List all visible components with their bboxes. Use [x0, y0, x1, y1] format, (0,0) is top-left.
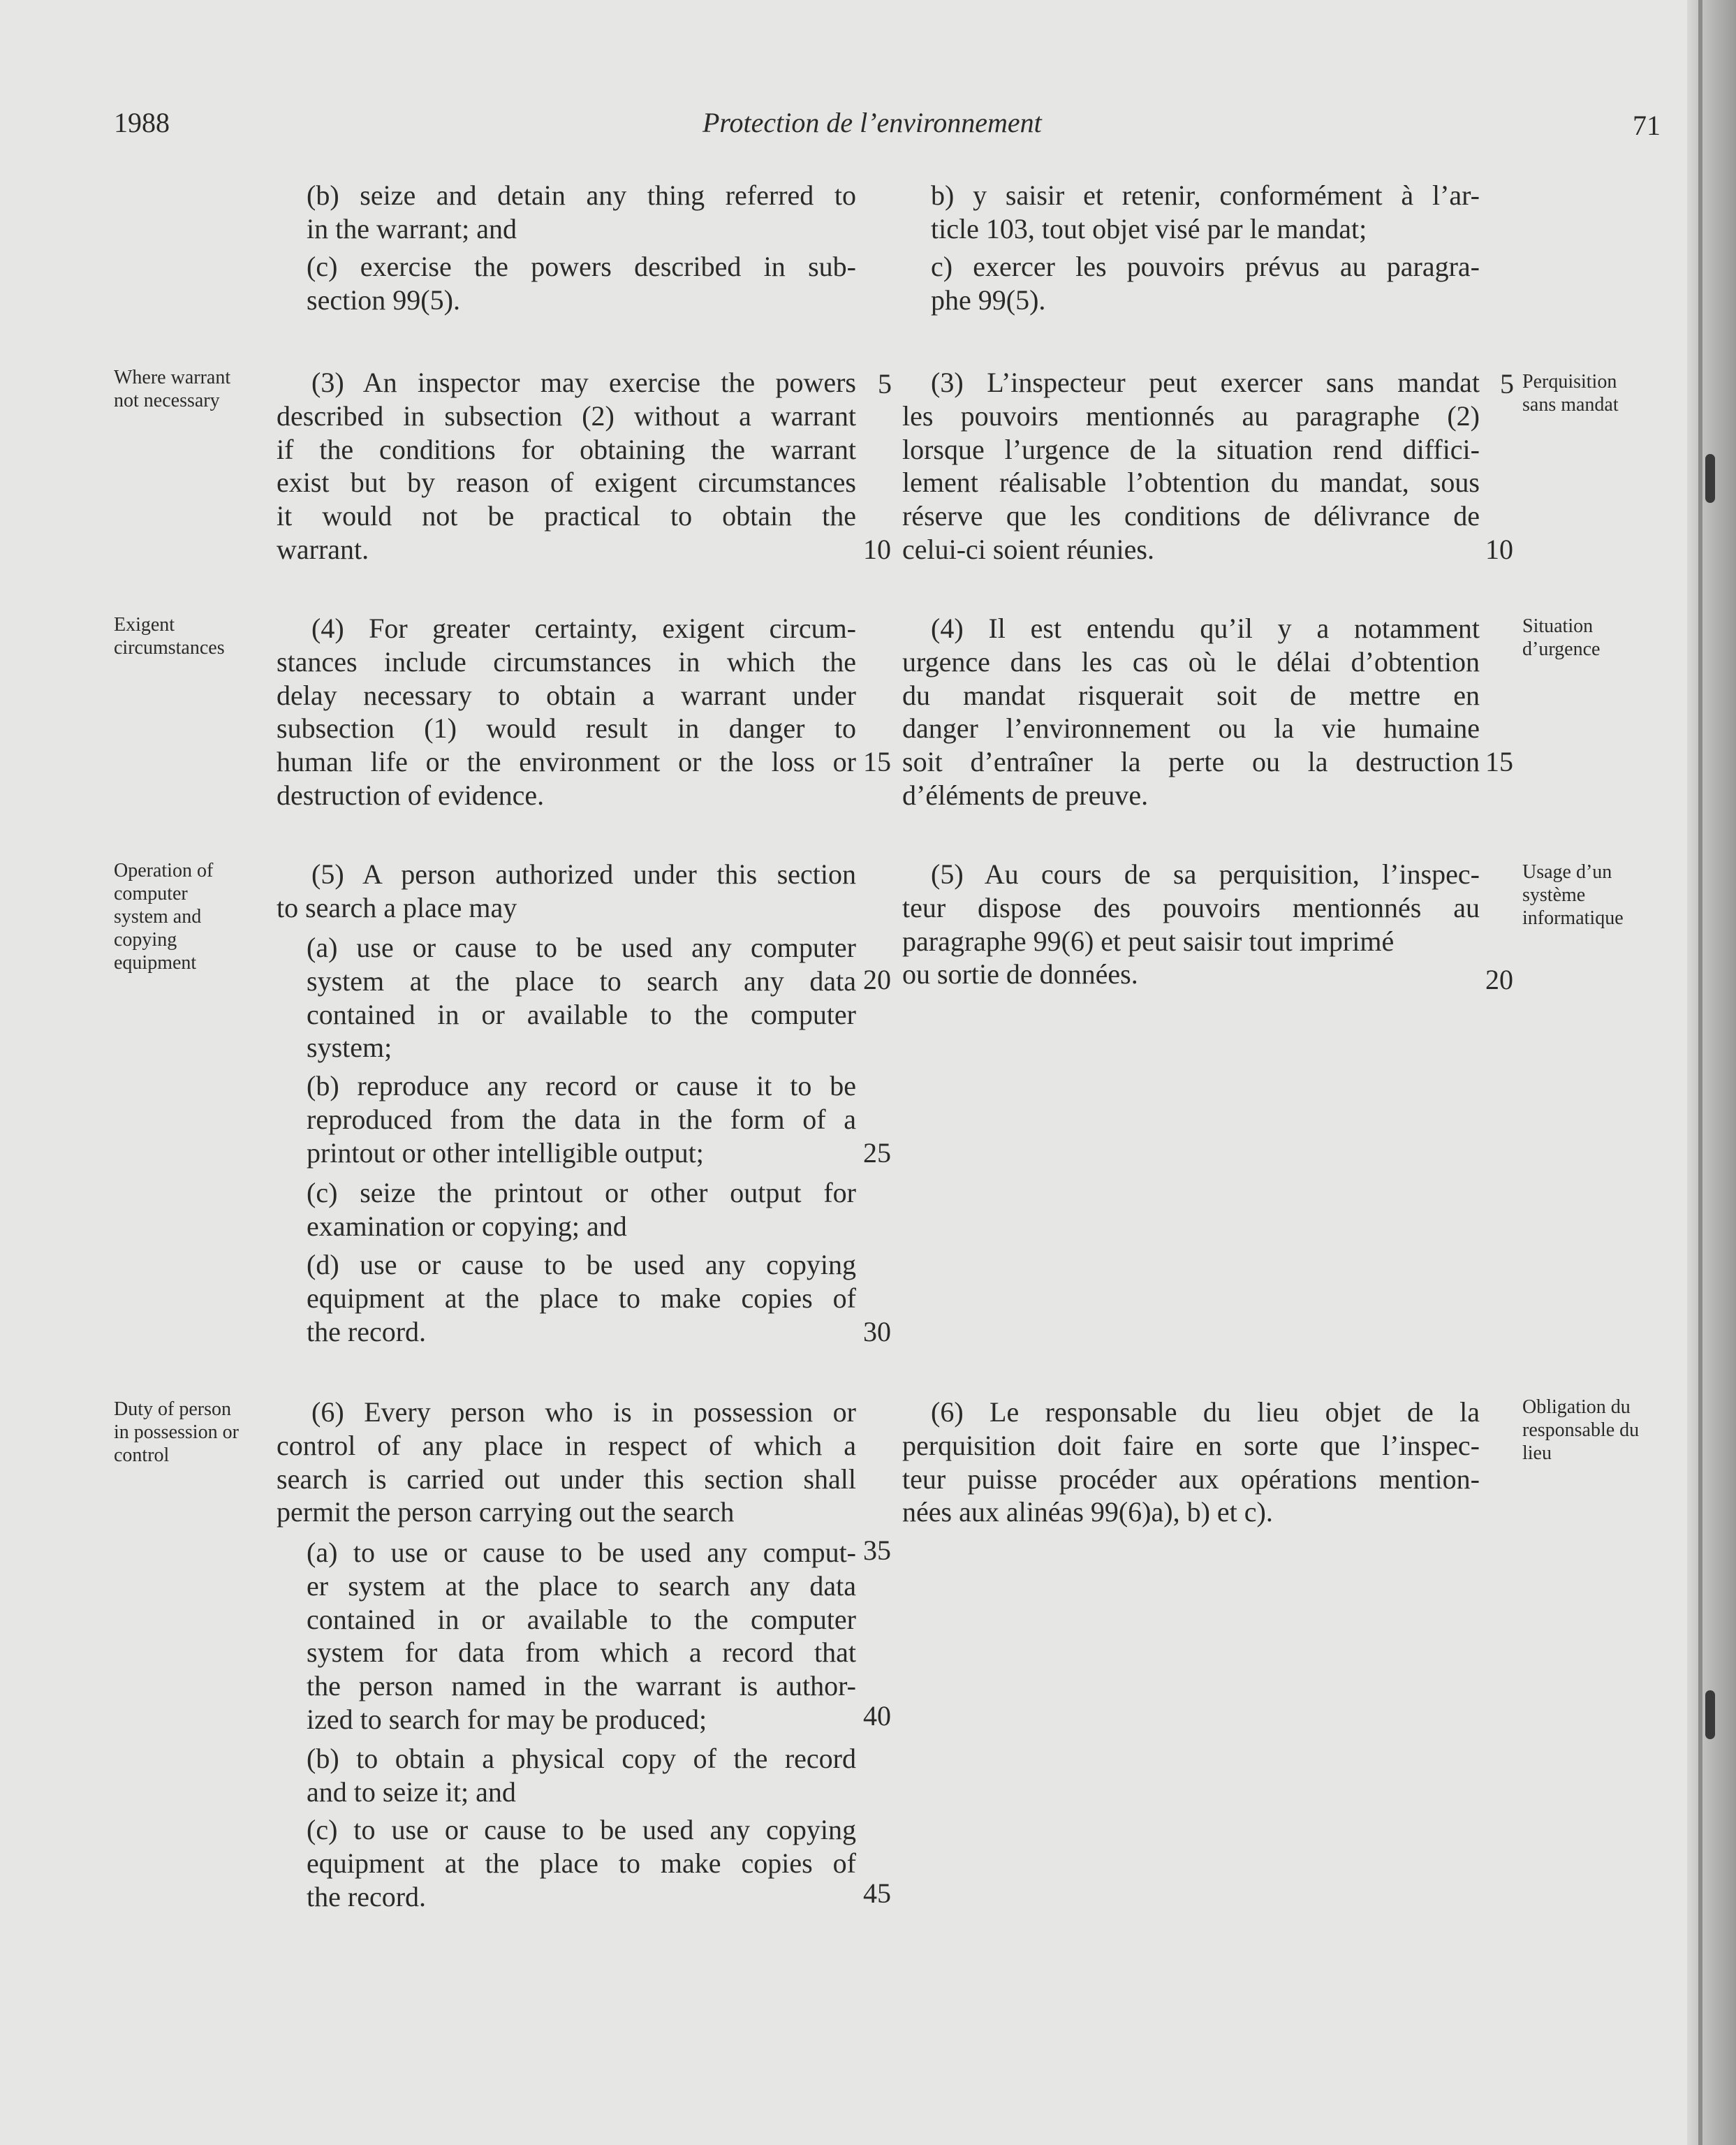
- text-line: to search a place may: [277, 891, 517, 923]
- text-line: described in subsection (2) without a warrant: [277, 400, 856, 432]
- fr-subsection-3: [902, 366, 1480, 566]
- en-item-c: [307, 250, 856, 317]
- text-line: (5) A person authorized under this section: [311, 858, 856, 890]
- margin-note-usage: Usage d’un système informatique: [1522, 861, 1624, 929]
- page-binding-edge: [1698, 0, 1702, 2145]
- line-number: 10: [863, 534, 891, 565]
- text-line: (b) reproduce any record or cause it to be: [307, 1070, 856, 1101]
- text-line: section 99(5).: [307, 284, 460, 316]
- text-line: (3) L’inspecteur peut exercer sans mandat: [931, 367, 1480, 398]
- text-line: reproduced from the data in the form of a: [307, 1103, 856, 1135]
- text-line: permit the person carrying out the search: [277, 1496, 735, 1528]
- fr-subsection-4: [902, 612, 1480, 812]
- page-number: 71: [1633, 110, 1661, 141]
- margin-note-exigent: Exigent circumstances: [114, 614, 225, 659]
- line-number: 5: [878, 368, 892, 400]
- text-line: teur dispose des pouvoirs mentionnés au: [902, 891, 1480, 923]
- text-line: equipment at the place to make copies of: [307, 1847, 856, 1879]
- text-line: c) exercer les pouvoirs prévus au paragra-: [931, 251, 1480, 282]
- en-item-b: [307, 179, 856, 246]
- line-number: 5: [1500, 368, 1514, 400]
- text-line: printout or other intelligible output;: [307, 1136, 704, 1169]
- text-line: human life or the environment or the loss or: [277, 746, 856, 778]
- margin-note-duty: Duty of person in possession or control: [114, 1398, 239, 1466]
- text-line: d’éléments de preuve.: [902, 779, 1149, 811]
- line-number: 45: [863, 1877, 891, 1909]
- text-line: ou sortie de données.: [902, 958, 1138, 990]
- text-line: (5) Au cours de sa perquisition, l’inspec-: [931, 858, 1480, 890]
- line-number: 10: [1485, 534, 1513, 565]
- text-line: ized to search for may be produced;: [307, 1703, 707, 1735]
- margin-note-perquisition: Perquisition sans mandat: [1522, 371, 1619, 416]
- text-line: celui-ci soient réunies.: [902, 533, 1154, 565]
- en-item-5b: [307, 1069, 856, 1169]
- line-number: 15: [1485, 746, 1513, 777]
- text-line: réserve que les conditions de délivrance de: [902, 500, 1480, 532]
- text-line: (4) Il est entendu qu’il y a notamment: [931, 613, 1480, 644]
- text-line: (c) exercise the powers described in sub-: [307, 251, 856, 282]
- en-subsection-3: [277, 366, 856, 566]
- fr-subsection-5: [902, 858, 1480, 991]
- text-line: les pouvoirs mentionnés au paragraphe (2): [902, 400, 1480, 432]
- text-line: system;: [307, 1032, 392, 1064]
- en-subsection-5: [277, 858, 856, 925]
- text-line: and to seize it; and: [307, 1776, 516, 1808]
- en-item-5c: [307, 1176, 856, 1243]
- line-number: 20: [863, 964, 891, 995]
- text-line: (d) use or cause to be used any copying: [307, 1249, 856, 1280]
- line-number: 20: [1485, 964, 1513, 995]
- en-item-6b: [307, 1742, 856, 1809]
- line-number: 30: [863, 1316, 891, 1347]
- text-line: nées aux alinéas 99(6)a), b) et c).: [902, 1496, 1273, 1528]
- fr-subsection-6: [902, 1396, 1480, 1529]
- text-line: danger l’environnement ou la vie humaine: [902, 712, 1480, 745]
- margin-note-situation: Situation d’urgence: [1522, 615, 1601, 660]
- text-line: perquisition doit faire en sorte que l’inspec-: [902, 1429, 1480, 1461]
- text-line: system at the place to search any data: [307, 965, 856, 997]
- line-number: 40: [863, 1700, 891, 1732]
- text-line: du mandat risquerait soit de mettre en: [902, 679, 1480, 711]
- page-year: 1988: [114, 107, 170, 138]
- en-subsection-4: [277, 612, 856, 812]
- text-line: er system at the place to search any data: [307, 1569, 856, 1602]
- text-line: urgence dans les cas où le délai d’obtention: [902, 645, 1480, 678]
- en-subsection-6: [277, 1396, 856, 1529]
- margin-note-where-warrant: Where warrant not necessary: [114, 367, 231, 411]
- text-line: (c) to use or cause to be used any copying: [307, 1814, 856, 1845]
- text-line: the record.: [307, 1880, 427, 1912]
- text-line: search is carried out under this section shall: [277, 1463, 856, 1495]
- line-number: 25: [863, 1137, 891, 1169]
- text-line: (a) use or cause to be used any computer: [307, 932, 856, 963]
- text-line: teur puisse procéder aux opérations mention-: [902, 1463, 1480, 1495]
- text-line: subsection (1) would result in danger to: [277, 712, 856, 745]
- text-line: (6) Le responsable du lieu objet de la: [931, 1396, 1480, 1428]
- line-number: 35: [863, 1535, 891, 1566]
- text-line: soit d’entraîner la perte ou la destruction: [902, 746, 1480, 778]
- en-item-5d: [307, 1248, 856, 1348]
- page-title: Protection de l’environnement: [703, 107, 1042, 138]
- text-line: exist but by reason of exigent circumstances: [277, 467, 856, 499]
- text-line: the person named in the warrant is author-: [307, 1670, 856, 1702]
- text-line: in the warrant; and: [307, 212, 517, 244]
- text-line: lement réalisable l’obtention du mandat, sous: [902, 467, 1480, 499]
- text-line: system for data from which a record that: [307, 1637, 856, 1669]
- en-item-5a: [307, 931, 856, 1064]
- text-line: examination or copying; and: [307, 1210, 627, 1242]
- text-line: warrant.: [277, 533, 369, 565]
- text-line: control of any place in respect of which a: [277, 1429, 856, 1461]
- text-line: lorsque l’urgence de la situation rend diffici-: [902, 433, 1480, 465]
- text-line: if the conditions for obtaining the warrant: [277, 433, 856, 465]
- margin-note-operation: Operation of computer system and copying equipment: [114, 860, 214, 974]
- text-line: (a) to use or cause to be used any comput-: [307, 1537, 856, 1568]
- text-line: stances include circumstances in which the: [277, 645, 856, 678]
- fr-item-c: [931, 250, 1480, 317]
- text-line: b) y saisir et retenir, conformément à l’ar-: [931, 180, 1480, 211]
- fr-item-b: [931, 179, 1480, 246]
- text-line: (c) seize the printout or other output for: [307, 1177, 856, 1208]
- text-line: it would not be practical to obtain the: [277, 500, 856, 532]
- en-item-6a: [307, 1536, 856, 1736]
- text-line: contained in or available to the computer: [307, 1603, 856, 1635]
- page-edge-shadow: [1687, 0, 1736, 2145]
- binding-mark: [1705, 454, 1715, 503]
- text-line: delay necessary to obtain a warrant under: [277, 679, 856, 711]
- text-line: ticle 103, tout objet visé par le mandat;: [931, 212, 1367, 244]
- margin-note-obligation: Obligation du responsable du lieu: [1522, 1396, 1640, 1464]
- text-line: (b) seize and detain any thing referred to: [307, 180, 856, 211]
- en-item-6c: [307, 1813, 856, 1913]
- text-line: destruction of evidence.: [277, 779, 545, 811]
- text-line: (b) to obtain a physical copy of the record: [307, 1743, 856, 1774]
- text-line: (3) An inspector may exercise the powers: [311, 367, 856, 398]
- text-line: paragraphe 99(6) et peut saisir tout imprimé: [902, 925, 1395, 957]
- text-line: contained in or available to the computer: [307, 998, 856, 1030]
- text-line: phe 99(5).: [931, 284, 1046, 316]
- text-line: (6) Every person who is in possession or: [311, 1396, 856, 1428]
- binding-mark: [1705, 1690, 1715, 1739]
- text-line: (4) For greater certainty, exigent circum-: [311, 613, 856, 644]
- text-line: the record.: [307, 1315, 427, 1347]
- line-number: 15: [863, 746, 891, 777]
- text-line: equipment at the place to make copies of: [307, 1282, 856, 1314]
